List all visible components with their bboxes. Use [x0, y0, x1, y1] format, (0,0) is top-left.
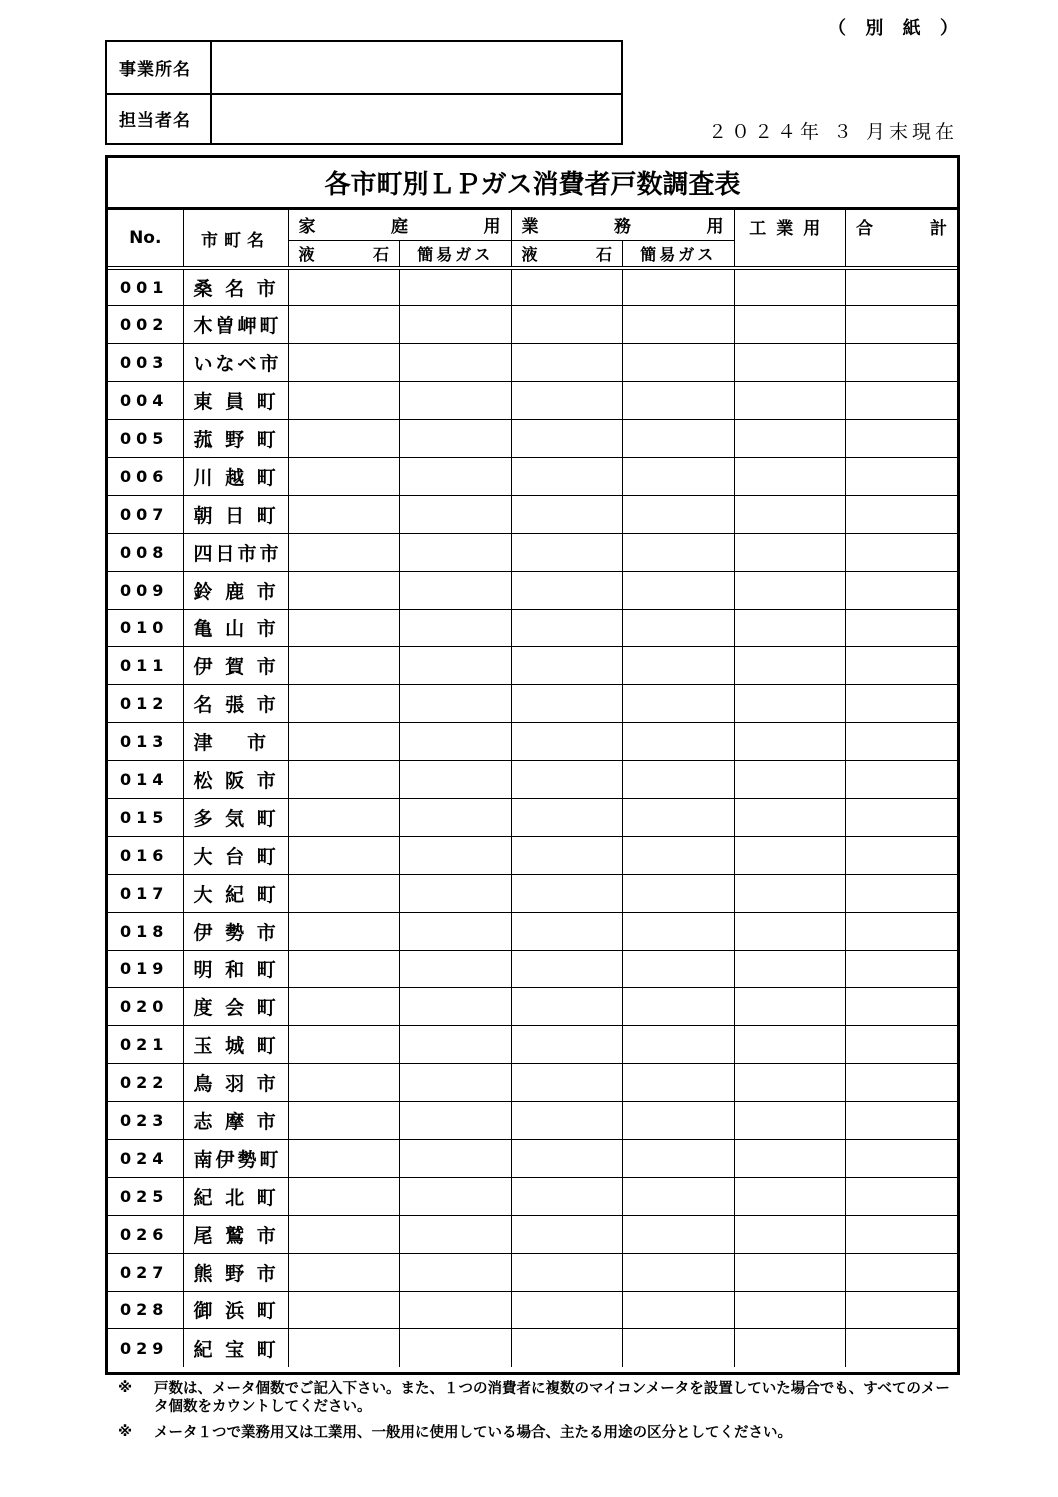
business-liquid-cell[interactable]	[511, 685, 623, 723]
row-number: 025	[108, 1177, 183, 1215]
business-simple-gas-cell[interactable]	[623, 609, 735, 647]
row-number: 027	[108, 1253, 183, 1291]
household-simple-gas-cell[interactable]	[400, 1177, 512, 1215]
household-liquid-cell[interactable]	[288, 1253, 400, 1291]
household-liquid-cell[interactable]	[288, 382, 400, 420]
household-liquid-cell[interactable]	[288, 1291, 400, 1329]
total-cell[interactable]	[846, 1329, 958, 1367]
total-cell[interactable]	[846, 306, 958, 344]
total-cell[interactable]	[846, 1139, 958, 1177]
industrial-cell[interactable]	[734, 1177, 846, 1215]
table-row	[108, 1215, 957, 1253]
header-name: 市町名	[183, 210, 288, 268]
business-liquid-cell[interactable]	[511, 1215, 623, 1253]
household-liquid-cell[interactable]	[288, 457, 400, 495]
industrial-cell[interactable]	[734, 874, 846, 912]
household-liquid-cell[interactable]	[288, 268, 400, 306]
row-number: 024	[108, 1139, 183, 1177]
household-liquid-cell[interactable]	[288, 609, 400, 647]
table-row	[108, 761, 957, 799]
total-cell[interactable]	[846, 495, 958, 533]
total-cell[interactable]	[846, 798, 958, 836]
table-row	[108, 798, 957, 836]
municipality-name: 亀 山 市	[183, 609, 288, 647]
business-simple-gas-cell[interactable]	[623, 268, 735, 306]
household-liquid-cell[interactable]	[288, 798, 400, 836]
municipality-name: 熊 野 市	[183, 1253, 288, 1291]
business-liquid-cell[interactable]	[511, 723, 623, 761]
household-liquid-cell[interactable]	[288, 533, 400, 571]
industrial-cell[interactable]	[734, 647, 846, 685]
household-simple-gas-cell[interactable]	[400, 723, 512, 761]
household-simple-gas-cell[interactable]	[400, 874, 512, 912]
row-number: 003	[108, 344, 183, 382]
industrial-cell[interactable]	[734, 950, 846, 988]
note-mark: ※	[118, 1424, 133, 1440]
total-cell[interactable]	[846, 761, 958, 799]
industrial-cell[interactable]	[734, 836, 846, 874]
table-row	[108, 457, 957, 495]
total-cell[interactable]	[846, 950, 958, 988]
total-cell[interactable]	[846, 912, 958, 950]
industrial-cell[interactable]	[734, 761, 846, 799]
business-simple-gas-cell[interactable]	[623, 306, 735, 344]
household-simple-gas-cell[interactable]	[400, 1215, 512, 1253]
business-simple-gas-cell[interactable]	[623, 647, 735, 685]
row-number: 017	[108, 874, 183, 912]
business-liquid-cell[interactable]	[511, 1329, 623, 1367]
industrial-cell[interactable]	[734, 495, 846, 533]
household-simple-gas-cell[interactable]	[400, 685, 512, 723]
household-liquid-cell[interactable]	[288, 1026, 400, 1064]
table-row	[108, 1329, 957, 1367]
household-simple-gas-cell[interactable]	[400, 1291, 512, 1329]
business-liquid-cell[interactable]	[511, 988, 623, 1026]
industrial-cell[interactable]	[734, 1253, 846, 1291]
table-row	[108, 874, 957, 912]
household-liquid-cell[interactable]	[288, 761, 400, 799]
industrial-cell[interactable]	[734, 457, 846, 495]
header-business-simple-gas: 簡易ガス	[623, 240, 735, 268]
note-item	[118, 1424, 958, 1442]
municipality-name: 朝 日 町	[183, 495, 288, 533]
table-row	[108, 268, 957, 306]
office-info-box	[105, 40, 623, 145]
total-cell[interactable]	[846, 1215, 958, 1253]
table-row	[108, 1291, 957, 1329]
business-simple-gas-cell[interactable]	[623, 761, 735, 799]
municipality-name: 大 台 町	[183, 836, 288, 874]
total-cell[interactable]	[846, 533, 958, 571]
household-liquid-cell[interactable]	[288, 1329, 400, 1367]
note-mark: ※	[118, 1380, 133, 1396]
household-liquid-cell[interactable]	[288, 306, 400, 344]
attachment-label: （ 別 紙 ）	[828, 18, 958, 39]
total-cell[interactable]	[846, 723, 958, 761]
industrial-cell[interactable]	[734, 306, 846, 344]
business-liquid-cell[interactable]	[511, 1026, 623, 1064]
industrial-cell[interactable]	[734, 268, 846, 306]
household-simple-gas-cell[interactable]	[400, 1102, 512, 1140]
table-row	[108, 382, 957, 420]
business-simple-gas-cell[interactable]	[623, 836, 735, 874]
office-name-field[interactable]	[212, 42, 621, 93]
household-liquid-cell[interactable]	[288, 874, 400, 912]
row-number: 020	[108, 988, 183, 1026]
business-simple-gas-cell[interactable]	[623, 723, 735, 761]
municipality-name: 松 阪 市	[183, 761, 288, 799]
household-simple-gas-cell[interactable]	[400, 836, 512, 874]
household-simple-gas-cell[interactable]	[400, 912, 512, 950]
municipality-name: 桑 名 市	[183, 268, 288, 306]
business-liquid-cell[interactable]	[511, 1253, 623, 1291]
header-industrial: 工業用	[734, 210, 846, 268]
table-row	[108, 1102, 957, 1140]
household-simple-gas-cell[interactable]	[400, 761, 512, 799]
business-simple-gas-cell[interactable]	[623, 420, 735, 458]
row-number: 021	[108, 1026, 183, 1064]
table-row	[108, 685, 957, 723]
table-row	[108, 1253, 957, 1291]
table-row	[108, 912, 957, 950]
industrial-cell[interactable]	[734, 609, 846, 647]
municipality-name: 玉 城 町	[183, 1026, 288, 1064]
household-simple-gas-cell[interactable]	[400, 798, 512, 836]
header-household: 家 庭 用	[288, 210, 511, 240]
page-title: 各市町別ＬＰガス消費者戸数調査表	[108, 158, 957, 210]
business-liquid-cell[interactable]	[511, 533, 623, 571]
row-number: 005	[108, 420, 183, 458]
municipality-name: 御 浜 町	[183, 1291, 288, 1329]
table-row	[108, 836, 957, 874]
business-liquid-cell[interactable]	[511, 609, 623, 647]
business-liquid-cell[interactable]	[511, 1139, 623, 1177]
household-simple-gas-cell[interactable]	[400, 1329, 512, 1367]
industrial-cell[interactable]	[734, 420, 846, 458]
business-simple-gas-cell[interactable]	[623, 798, 735, 836]
municipality-name: 四日市市	[183, 533, 288, 571]
row-number: 014	[108, 761, 183, 799]
row-number: 001	[108, 268, 183, 306]
industrial-cell[interactable]	[734, 1139, 846, 1177]
industrial-cell[interactable]	[734, 988, 846, 1026]
industrial-cell[interactable]	[734, 1064, 846, 1102]
table-row	[108, 1064, 957, 1102]
household-liquid-cell[interactable]	[288, 1215, 400, 1253]
business-liquid-cell[interactable]	[511, 950, 623, 988]
industrial-cell[interactable]	[734, 533, 846, 571]
header-row-1	[108, 210, 957, 240]
table-row	[108, 420, 957, 458]
household-liquid-cell[interactable]	[288, 685, 400, 723]
total-cell[interactable]	[846, 647, 958, 685]
table-row	[108, 723, 957, 761]
business-simple-gas-cell[interactable]	[623, 533, 735, 571]
row-number: 012	[108, 685, 183, 723]
total-cell[interactable]	[846, 836, 958, 874]
household-liquid-cell[interactable]	[288, 1064, 400, 1102]
household-liquid-cell[interactable]	[288, 420, 400, 458]
office-name-row	[107, 42, 621, 93]
table-row	[108, 571, 957, 609]
business-simple-gas-cell[interactable]	[623, 1026, 735, 1064]
municipality-name: 志 摩 市	[183, 1102, 288, 1140]
total-cell[interactable]	[846, 1291, 958, 1329]
business-simple-gas-cell[interactable]	[623, 912, 735, 950]
table-body	[108, 268, 957, 1367]
survey-table-frame	[105, 155, 960, 1375]
municipality-name: 鳥 羽 市	[183, 1064, 288, 1102]
row-number: 002	[108, 306, 183, 344]
municipality-name: 名 張 市	[183, 685, 288, 723]
business-liquid-cell[interactable]	[511, 1177, 623, 1215]
row-number: 029	[108, 1329, 183, 1367]
total-cell[interactable]	[846, 1102, 958, 1140]
household-liquid-cell[interactable]	[288, 495, 400, 533]
household-liquid-cell[interactable]	[288, 723, 400, 761]
as-of-date: ２０２４年 ３ 月末現在	[707, 121, 958, 143]
industrial-cell[interactable]	[734, 723, 846, 761]
business-simple-gas-cell[interactable]	[623, 571, 735, 609]
municipality-name: 紀 北 町	[183, 1177, 288, 1215]
business-liquid-cell[interactable]	[511, 1064, 623, 1102]
row-number: 028	[108, 1291, 183, 1329]
row-number: 018	[108, 912, 183, 950]
household-simple-gas-cell[interactable]	[400, 950, 512, 988]
municipality-name: 東 員 町	[183, 382, 288, 420]
household-simple-gas-cell[interactable]	[400, 457, 512, 495]
municipality-name: 鈴 鹿 市	[183, 571, 288, 609]
household-liquid-cell[interactable]	[288, 912, 400, 950]
business-liquid-cell[interactable]	[511, 495, 623, 533]
table-row	[108, 495, 957, 533]
municipality-name: 度 会 町	[183, 988, 288, 1026]
total-cell[interactable]	[846, 457, 958, 495]
business-liquid-cell[interactable]	[511, 1291, 623, 1329]
table-row	[108, 533, 957, 571]
business-simple-gas-cell[interactable]	[623, 457, 735, 495]
row-number: 013	[108, 723, 183, 761]
business-simple-gas-cell[interactable]	[623, 950, 735, 988]
business-liquid-cell[interactable]	[511, 647, 623, 685]
business-liquid-cell[interactable]	[511, 1102, 623, 1140]
row-number: 008	[108, 533, 183, 571]
notes	[118, 1380, 958, 1450]
total-cell[interactable]	[846, 268, 958, 306]
business-simple-gas-cell[interactable]	[623, 1102, 735, 1140]
business-liquid-cell[interactable]	[511, 457, 623, 495]
household-simple-gas-cell[interactable]	[400, 1139, 512, 1177]
household-simple-gas-cell[interactable]	[400, 1253, 512, 1291]
row-number: 023	[108, 1102, 183, 1140]
header-business: 業 務 用	[511, 210, 734, 240]
household-liquid-cell[interactable]	[288, 571, 400, 609]
header-household-simple-gas: 簡易ガス	[400, 240, 512, 268]
business-simple-gas-cell[interactable]	[623, 344, 735, 382]
business-simple-gas-cell[interactable]	[623, 1291, 735, 1329]
business-simple-gas-cell[interactable]	[623, 1064, 735, 1102]
total-cell[interactable]	[846, 420, 958, 458]
business-liquid-cell[interactable]	[511, 420, 623, 458]
table-row	[108, 988, 957, 1026]
total-cell[interactable]	[846, 1026, 958, 1064]
household-simple-gas-cell[interactable]	[400, 1064, 512, 1102]
table-row	[108, 344, 957, 382]
business-simple-gas-cell[interactable]	[623, 1177, 735, 1215]
household-liquid-cell[interactable]	[288, 950, 400, 988]
person-name-field[interactable]	[212, 95, 621, 144]
industrial-cell[interactable]	[734, 1215, 846, 1253]
household-liquid-cell[interactable]	[288, 1139, 400, 1177]
row-number: 004	[108, 382, 183, 420]
total-cell[interactable]	[846, 609, 958, 647]
row-number: 007	[108, 495, 183, 533]
total-cell[interactable]	[846, 344, 958, 382]
household-simple-gas-cell[interactable]	[400, 988, 512, 1026]
business-liquid-cell[interactable]	[511, 836, 623, 874]
business-simple-gas-cell[interactable]	[623, 874, 735, 912]
municipality-name: 菰 野 町	[183, 420, 288, 458]
row-number: 019	[108, 950, 183, 988]
household-simple-gas-cell[interactable]	[400, 495, 512, 533]
total-cell[interactable]	[846, 1177, 958, 1215]
household-liquid-cell[interactable]	[288, 344, 400, 382]
household-simple-gas-cell[interactable]	[400, 344, 512, 382]
survey-table	[108, 210, 957, 1367]
municipality-name: 南伊勢町	[183, 1139, 288, 1177]
municipality-name: 多 気 町	[183, 798, 288, 836]
household-simple-gas-cell[interactable]	[400, 533, 512, 571]
header-no: No.	[108, 210, 183, 268]
note-text: メータ１つで業務用又は工業用、一般用に使用している場合、主たる用途の区分としてください。	[154, 1425, 792, 1441]
total-cell[interactable]	[846, 382, 958, 420]
household-simple-gas-cell[interactable]	[400, 268, 512, 306]
household-simple-gas-cell[interactable]	[400, 382, 512, 420]
industrial-cell[interactable]	[734, 798, 846, 836]
row-number: 026	[108, 1215, 183, 1253]
header-household-liquid: 液 石	[288, 240, 400, 268]
business-liquid-cell[interactable]	[511, 798, 623, 836]
industrial-cell[interactable]	[734, 344, 846, 382]
row-number: 015	[108, 798, 183, 836]
table-row	[108, 609, 957, 647]
municipality-name: 津 市	[183, 723, 288, 761]
business-liquid-cell[interactable]	[511, 382, 623, 420]
household-liquid-cell[interactable]	[288, 988, 400, 1026]
note-item	[118, 1380, 958, 1416]
industrial-cell[interactable]	[734, 1291, 846, 1329]
row-number: 006	[108, 457, 183, 495]
household-simple-gas-cell[interactable]	[400, 1026, 512, 1064]
business-liquid-cell[interactable]	[511, 912, 623, 950]
household-liquid-cell[interactable]	[288, 1177, 400, 1215]
municipality-name: 木曽岬町	[183, 306, 288, 344]
note-text: 戸数は、メータ個数でご記入下さい。また、１つの消費者に複数のマイコンメータを設置していた場合でも、すべてのメータ個数をカウントしてください。	[154, 1381, 950, 1415]
total-cell[interactable]	[846, 571, 958, 609]
business-simple-gas-cell[interactable]	[623, 1253, 735, 1291]
municipality-name: 大 紀 町	[183, 874, 288, 912]
row-number: 010	[108, 609, 183, 647]
business-liquid-cell[interactable]	[511, 306, 623, 344]
business-liquid-cell[interactable]	[511, 571, 623, 609]
business-liquid-cell[interactable]	[511, 268, 623, 306]
table-row	[108, 647, 957, 685]
total-cell[interactable]	[846, 1064, 958, 1102]
table-row	[108, 950, 957, 988]
household-simple-gas-cell[interactable]	[400, 609, 512, 647]
table-row	[108, 1026, 957, 1064]
business-simple-gas-cell[interactable]	[623, 1329, 735, 1367]
total-cell[interactable]	[846, 685, 958, 723]
municipality-name: 紀 宝 町	[183, 1329, 288, 1367]
household-liquid-cell[interactable]	[288, 836, 400, 874]
household-liquid-cell[interactable]	[288, 647, 400, 685]
municipality-name: 伊 勢 市	[183, 912, 288, 950]
business-simple-gas-cell[interactable]	[623, 495, 735, 533]
industrial-cell[interactable]	[734, 912, 846, 950]
business-simple-gas-cell[interactable]	[623, 1215, 735, 1253]
total-cell[interactable]	[846, 1253, 958, 1291]
table-row	[108, 1139, 957, 1177]
row-number: 009	[108, 571, 183, 609]
industrial-cell[interactable]	[734, 1329, 846, 1367]
business-liquid-cell[interactable]	[511, 874, 623, 912]
municipality-name: 伊 賀 市	[183, 647, 288, 685]
person-name-label: 担当者名	[107, 95, 212, 144]
person-name-row	[107, 93, 621, 144]
municipality-name: いなべ市	[183, 344, 288, 382]
business-liquid-cell[interactable]	[511, 761, 623, 799]
household-simple-gas-cell[interactable]	[400, 647, 512, 685]
row-number: 011	[108, 647, 183, 685]
business-simple-gas-cell[interactable]	[623, 988, 735, 1026]
industrial-cell[interactable]	[734, 382, 846, 420]
municipality-name: 明 和 町	[183, 950, 288, 988]
municipality-name: 川 越 町	[183, 457, 288, 495]
row-number: 022	[108, 1064, 183, 1102]
household-simple-gas-cell[interactable]	[400, 306, 512, 344]
header-business-liquid: 液 石	[511, 240, 623, 268]
industrial-cell[interactable]	[734, 685, 846, 723]
total-cell[interactable]	[846, 988, 958, 1026]
municipality-name: 尾 鷲 市	[183, 1215, 288, 1253]
household-simple-gas-cell[interactable]	[400, 420, 512, 458]
industrial-cell[interactable]	[734, 1102, 846, 1140]
business-simple-gas-cell[interactable]	[623, 685, 735, 723]
business-simple-gas-cell[interactable]	[623, 1139, 735, 1177]
office-name-label: 事業所名	[107, 42, 212, 93]
business-liquid-cell[interactable]	[511, 344, 623, 382]
row-number: 016	[108, 836, 183, 874]
industrial-cell[interactable]	[734, 571, 846, 609]
total-cell[interactable]	[846, 874, 958, 912]
table-row	[108, 1177, 957, 1215]
table-row	[108, 306, 957, 344]
business-simple-gas-cell[interactable]	[623, 382, 735, 420]
household-liquid-cell[interactable]	[288, 1102, 400, 1140]
household-simple-gas-cell[interactable]	[400, 571, 512, 609]
header-total: 合 計	[846, 210, 958, 268]
industrial-cell[interactable]	[734, 1026, 846, 1064]
